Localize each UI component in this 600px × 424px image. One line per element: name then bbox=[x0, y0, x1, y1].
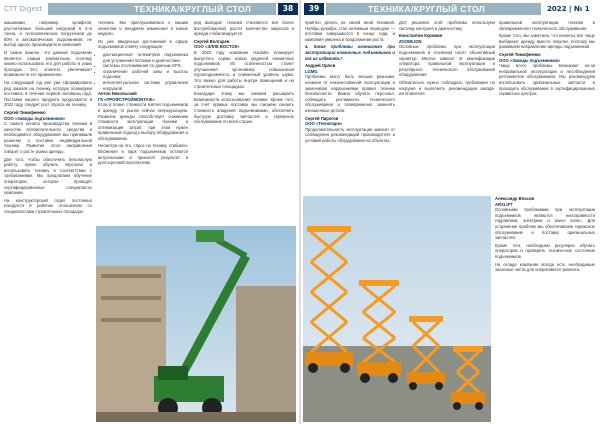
paragraph: На складе компании всегда есть необходимые запасные части для оперативного ремонта. bbox=[495, 261, 595, 273]
question-heading: 4. Какие проблемы возникают при эксплуатации ножничных подъемников и как их избежать? bbox=[305, 44, 395, 61]
speaker-company: ООО «ЭЛЛЕ ВОСТОК» bbox=[194, 44, 240, 50]
paragraph: Из уже введенных достижений в сфере подъемников отмечу следующие: bbox=[98, 38, 188, 50]
paragraph: тележек. Мы прислушиваемся к нашим клиентам и внедряем изменения в новые модели. bbox=[98, 20, 188, 37]
brand-logo: СТТ Digest bbox=[4, 5, 43, 13]
paragraph: Проблемы могут быть весьма разными, начиная от некачественной эксплуатации и заканчивая нарушениями правил техники безопасности. Важно обучать персонал, соблюдать регламенты технического обслуживания и своевременно заменять изношенные детали. bbox=[305, 74, 395, 113]
feature-list bbox=[98, 52, 188, 91]
right-page bbox=[301, 0, 600, 424]
scissor-lift-photo bbox=[303, 196, 491, 422]
speaker-company: ООО «Технопарк» bbox=[305, 121, 343, 127]
paragraph: правильной эксплуатации техники и своевременного технического обслуживания. bbox=[499, 20, 595, 31]
column-3 bbox=[194, 20, 294, 220]
section-band bbox=[48, 3, 276, 15]
paragraph: Несмотря на это, спрос на технику стабилен. Вложения в парк подъемников остаются актуальными и приносят результат в долгосрочной перспективе. bbox=[98, 143, 188, 166]
paragraph: приятно делать их своей иной техникой. Ноябрь-декабрь стал активным периодом — поставки завершаются в конце года, и компания уверена в продолжении роста. bbox=[305, 20, 395, 42]
speaker-name: Сергей Тимофеенко bbox=[499, 51, 541, 57]
paragraph: Если в плане стоимости взятия подъемников в аренду, то рынок сейчас непредсказуем. Развитие аренды способствует снижению стоимости эксплуатации техники и оптимизации затрат, при этом нужен правильный подход к выбору оборудования и обслуживанию. bbox=[98, 102, 188, 141]
paragraph: В 2022 году компания Haulotte планирует выпустить серию новых моделей ножничных подъемников. Их особенностью станет улучшенная эргономика, повышенная грузоподъемность и сниженный уровень шума. Это важно для работы внутри помещений и на строительных площадках. bbox=[194, 49, 294, 89]
paragraph: С самого начала производства техники в качестве вспомогательного средства и необходимого оборудования мы принимали решение о поставке индивидуальной техники. Развитие этого направления говорит о росте рынка аренды. bbox=[4, 121, 92, 155]
speaker-name: Александр Власов bbox=[495, 196, 535, 201]
paragraph: Чаще всего проблемы возникают из-за неправильной эксплуатации и несоблюдения регламентов обслуживания. Мы рекомендуем использовать оригинальные запчасти и проходить обслуживание в сертифицированных сервисных центрах. bbox=[499, 63, 595, 97]
paragraph: Кроме того, мы заметили, что клиенты все чаще выбирают аренду вместо покупки, поэтому мы развиваем направление аренды подъемников. bbox=[499, 33, 595, 50]
speaker-name: Константин Коровин bbox=[399, 33, 443, 39]
list-item: • системы отслеживания по данным GPS; bbox=[103, 63, 188, 69]
paragraph: Для того, чтобы обеспечить безопасную работу, нужно обучать персонал и использовать технику в соответствии с требованиями. Мы предлагаем обучение операторов, которое проводят сертифицированные специалисты компании. bbox=[4, 156, 92, 196]
boom-lift-illustration bbox=[96, 226, 296, 422]
paragraph: Основные проблемы при эксплуатации подъемников в основном носят объективный характер. Многое зависит от квалификации оператора, правильной эксплуатации и регулярного технического обслуживания оборудования. bbox=[399, 44, 495, 78]
list-item: • интеллектуальная система управления нагрузкой. bbox=[103, 80, 188, 91]
paragraph: Обязательно нужно соблюдать требования по нагрузке и выполнять рекомендации завода-изготовителя. bbox=[399, 79, 495, 97]
speaker-company: ООО «Заводы подъемников» bbox=[499, 57, 561, 63]
paragraph: И самое важное, что данный подъемник является самым компактным, поэтому можно использовать его для работы в узких проходах. Это, конечно, увеличивает возможности его применения. bbox=[4, 49, 92, 78]
column-1 bbox=[4, 20, 92, 420]
speaker-company: ARSLIFT bbox=[495, 201, 513, 207]
column-1 bbox=[305, 20, 395, 190]
speaker-company: ZOOMLION bbox=[399, 38, 422, 44]
page-number: 38 bbox=[278, 3, 298, 15]
speaker-company: LGMG bbox=[305, 68, 318, 74]
section-title: ТЕХНИКА/КРУГЛЫЙ СТОЛ bbox=[134, 4, 252, 14]
paragraph: Кроме того, необходимо регулярно обучать операторов и проверять техническое состояние подъемников. bbox=[495, 242, 595, 259]
speaker-name: Андрей Орлов bbox=[305, 63, 336, 69]
speaker-company: ГК «ПРОФСТРОЙМОНТАЖ» bbox=[98, 96, 155, 102]
paragraph: машинами, например эрлифтов, рассчитанные большей нагрузкой в 4–5 тонна, и телескопических погрузчиков до 50% и автоматических подъемников, не выбор одного производителя компаний. bbox=[4, 20, 92, 48]
list-item: • ограничение рабочей зоны и высоты подъема; bbox=[103, 69, 188, 80]
scissor-lift-illustration bbox=[303, 196, 491, 422]
column-2-continued bbox=[495, 196, 595, 422]
section-title: ТЕХНИКА/КРУГЛЫЙ СТОЛ bbox=[368, 4, 486, 14]
paragraph: Продолжительность эксплуатации зависит от соблюдения рекомендаций производителя и условий работы оборудования на объектах. bbox=[305, 126, 395, 143]
speaker-name: Сергей Тимофеенко bbox=[4, 109, 46, 115]
speaker-name: Сергей Пирогов bbox=[305, 115, 339, 121]
paragraph: Благодаря этому мы сможем расширить возможности использования техники. Кроме того, за счет прямых поставок мы сможем снизить стоимость владения подъемниками, обеспечить быструю доставку запчастей и сервисное обслуживание по всей стране. bbox=[194, 91, 294, 125]
page-number: 39 bbox=[304, 3, 324, 15]
section-band bbox=[326, 3, 541, 15]
paragraph: Основными проблемами при эксплуатации подъемников являются неисправности гидравлики, электрики и износ колес. Для устранения проблем мы обеспечиваем сервисное обслуживание и поставку оригинальных запчастей. bbox=[495, 207, 595, 241]
column-2 bbox=[399, 20, 495, 210]
paragraph: Для решения этой проблемы используем систему контроля и диагностику. bbox=[399, 20, 495, 31]
paragraph: На конструкторский отдел постоянно находятся в рабочих отношениях со специалистами строительных площадок. bbox=[4, 197, 92, 214]
left-page bbox=[0, 0, 299, 424]
speaker-name: Антон Никольский bbox=[98, 91, 137, 97]
column-2 bbox=[98, 20, 188, 220]
column-3 bbox=[499, 20, 595, 190]
paragraph: На следующий год уже уже сформировано ряд заказов на технику, которую планируем поставить в течение первой половины года. Поставки нашего продукта продолжатся в 2022 году, следует рост спроса на технику. bbox=[4, 79, 92, 108]
issue-label: 2022 | № 1 bbox=[547, 5, 590, 13]
speaker-name: Сергей Волгарев bbox=[194, 38, 230, 44]
speaker-company: ООО «Заводы подъемников» bbox=[4, 115, 66, 121]
list-item: • дистанционная телеметрия подъемника для устранения поломок и диагностики; bbox=[103, 52, 188, 63]
boom-lift-photo bbox=[96, 226, 296, 422]
paragraph: ряд выводов: техника становится всё более востребованной, растет количество запросов и аренда стабилизируется. bbox=[194, 20, 294, 37]
